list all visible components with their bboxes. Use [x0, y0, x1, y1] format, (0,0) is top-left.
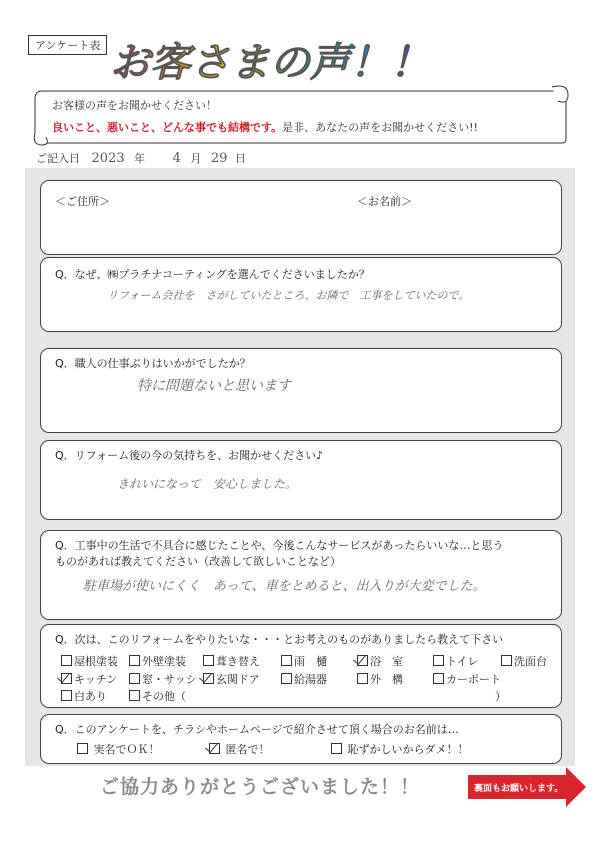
checkbox-icon[interactable] — [61, 690, 72, 701]
q5-option[interactable] — [61, 671, 117, 687]
survey-tag: アンケート表 — [28, 35, 107, 55]
checkbox-icon[interactable] — [281, 655, 292, 666]
q5-option-label: カーポート — [446, 673, 501, 686]
q6-option-label: 恥ずかしいからダメ！！ — [344, 743, 469, 756]
checkbox-icon[interactable] — [129, 673, 140, 684]
date-day-unit: 日 — [234, 152, 246, 165]
title-text: お客さまの声！！ — [110, 40, 430, 86]
intro-line-2 — [52, 119, 478, 135]
q5-option-label: 玄関ドア — [216, 673, 260, 686]
checkbox-icon[interactable] — [357, 673, 368, 684]
q5-box — [40, 624, 562, 708]
q5-option-label: その他（ — [142, 690, 186, 703]
q1-question: Q．なぜ、㈱プラチナコーティングを選んでくださいましたか？ — [55, 268, 370, 281]
q5-option-label: 外 構 — [370, 673, 403, 686]
checkbox-icon[interactable] — [77, 743, 88, 754]
checkbox-icon[interactable] — [501, 655, 512, 666]
q6-option[interactable] — [77, 741, 160, 757]
checkbox-icon[interactable] — [433, 655, 444, 666]
q5-option-label: 屋根塗装 — [74, 655, 118, 668]
q3-question: Q．リフォーム後の今の気持ちを、お聞かせください♪ — [55, 449, 324, 462]
q5-option[interactable] — [501, 653, 547, 669]
date-label: ご記入日 — [36, 152, 80, 165]
q5-option[interactable] — [129, 688, 186, 704]
checkbox-icon[interactable] — [203, 655, 214, 666]
q5-option-label: 洗面台 — [514, 655, 547, 668]
q3-answer: きれいになって 安心しました。 — [117, 477, 298, 491]
q2-question: Q．職人の仕事ぶりはいかがでしたか？ — [55, 357, 251, 370]
checkbox-icon[interactable] — [129, 655, 140, 666]
page-title — [100, 36, 520, 86]
q5-option-label: 雨 樋 — [294, 655, 327, 668]
q5-other-close: ） — [495, 690, 506, 703]
q4-question-line-2: ものがあれば教えてください（改善して欲しいことなど） — [55, 555, 341, 568]
checkbox-icon[interactable] — [209, 743, 220, 754]
q5-option[interactable] — [61, 653, 118, 669]
q5-option[interactable] — [129, 653, 186, 669]
q5-option-label: 白あり — [74, 690, 107, 703]
checkbox-icon[interactable] — [129, 690, 140, 701]
q6-box — [40, 714, 562, 764]
address-label: ＜ご住所＞ — [55, 195, 110, 208]
q1-box — [40, 257, 562, 332]
q5-option-label: 窓・サッシ — [142, 673, 197, 686]
q2-answer: 特に問題ないと思います — [137, 378, 291, 394]
q5-option[interactable] — [281, 653, 327, 669]
q5-option-label: トイレ — [446, 655, 479, 668]
q6-question: Q．このアンケートを、チラシやホームページで紹介させて頂く場合のお名前は… — [55, 723, 459, 736]
q5-option[interactable] — [203, 653, 260, 669]
q5-option[interactable] — [357, 671, 403, 687]
q6-option-label: 匿名で！ — [222, 743, 270, 756]
q5-option-label: 外壁塗装 — [142, 655, 186, 668]
checkbox-icon[interactable] — [61, 673, 72, 684]
entry-date — [36, 150, 246, 166]
q5-option[interactable] — [433, 653, 478, 669]
q4-question-line-1: Q．工事中の生活で不具合に感じたことや、今後こんなサービスがあったらいいな…と思う — [55, 539, 504, 552]
intro-scroll-frame — [32, 85, 570, 147]
thanks-message: ご協力ありがとうございました！！ — [100, 776, 421, 798]
q5-option[interactable] — [357, 653, 403, 669]
q2-box — [40, 348, 562, 433]
q5-option[interactable] — [281, 671, 327, 687]
q5-option[interactable] — [61, 688, 107, 704]
q4-answer: 駐車場が使いにくく あって、車をとめると、出入りが大変でした。 — [83, 579, 486, 594]
intro-emphasis: 良いこと、悪いこと、どんな事でも結構です。 — [52, 121, 283, 134]
name-label: ＜お名前＞ — [357, 195, 412, 208]
intro-line-1: お客様の声をお聞かせください！ — [52, 99, 217, 112]
checkbox-icon[interactable] — [203, 673, 214, 684]
q6-option-label: 実名でＯＫ！ — [90, 743, 160, 756]
q5-option[interactable] — [129, 671, 197, 687]
date-day: 29 — [210, 151, 228, 166]
name-address-box — [40, 180, 562, 255]
intro-rest: 是非、あなたの声をお聞かせください!! — [282, 121, 478, 134]
q6-option[interactable] — [209, 741, 270, 757]
q3-box — [40, 440, 562, 520]
checkbox-icon[interactable] — [331, 743, 342, 754]
date-month: 4 — [172, 151, 181, 166]
date-month-unit: 月 — [190, 152, 202, 165]
q6-option[interactable] — [331, 741, 469, 757]
q5-option-label: 給湯器 — [294, 673, 327, 686]
q5-option[interactable] — [203, 671, 260, 687]
checkbox-icon[interactable] — [357, 655, 368, 666]
q4-box — [40, 530, 562, 620]
date-year: 2023 — [91, 151, 125, 166]
q5-option-label: キッチン — [74, 673, 118, 686]
checkbox-icon[interactable] — [61, 655, 72, 666]
checkbox-icon[interactable] — [281, 673, 292, 684]
q5-option[interactable] — [433, 671, 501, 687]
q5-option-label: 葺き替え — [216, 655, 260, 668]
q5-question: Q．次は、このリフォームをやりたいな・・・とお考えのものがありましたら教えて下さい — [55, 633, 504, 646]
q5-option-label: 浴 室 — [370, 655, 403, 668]
date-year-unit: 年 — [134, 152, 146, 165]
checkbox-icon[interactable] — [433, 673, 444, 684]
back-page-note: 裏面もお願いします。 — [474, 784, 564, 794]
q1-answer: リフォーム会社を さがしていたところ、お隣で 工事をしていたので。 — [107, 289, 470, 302]
